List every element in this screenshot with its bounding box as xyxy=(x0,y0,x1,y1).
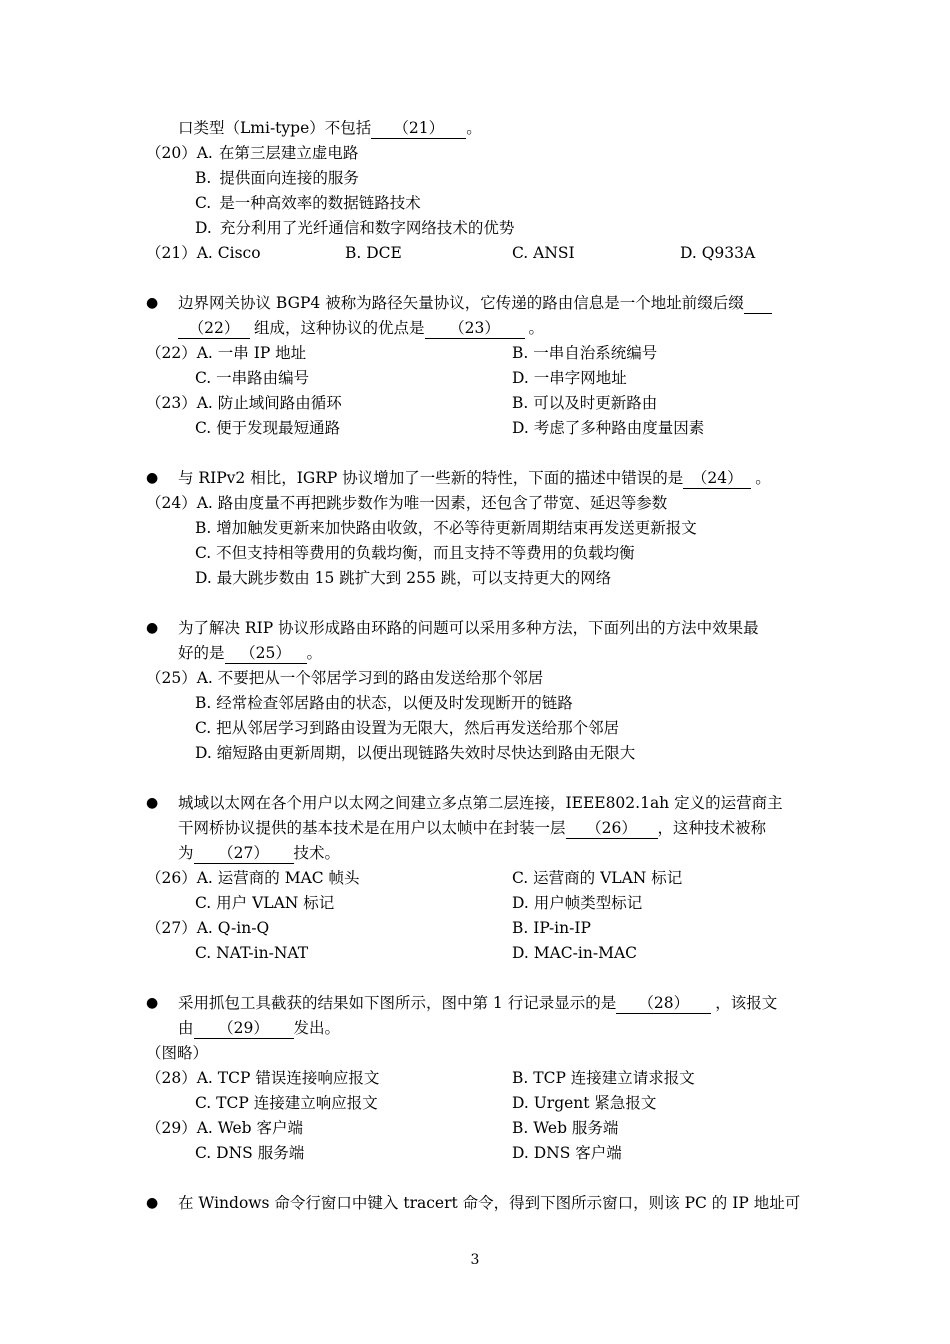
option-line: （22）A. 一串 IP 地址 xyxy=(146,344,307,362)
option-line xyxy=(146,141,358,166)
option-line: C. 用户 VLAN 标记 xyxy=(195,894,335,912)
question-text-part: 。 xyxy=(528,319,545,337)
option-line: D. DNS 客户端 xyxy=(512,1144,622,1162)
question-text xyxy=(178,641,322,666)
option-line: B. TCP 连接建立请求报文 xyxy=(512,1069,695,1087)
question-text-part: 。 xyxy=(306,644,323,662)
question-text xyxy=(178,816,766,841)
option-line xyxy=(195,166,359,191)
option-line: C. 运营商的 VLAN 标记 xyxy=(512,869,683,887)
option-label: C. xyxy=(195,194,212,212)
option-text: 是一种高效率的数据链路技术 xyxy=(219,194,421,212)
option-line xyxy=(195,191,421,216)
question-text-part: 采用抓包工具截获的结果如下图所示，图中第 1 行记录显示的是 xyxy=(178,994,617,1012)
option-line: （27）A. Q-in-Q xyxy=(146,919,270,937)
question-text: 在 Windows 命令行窗口中键入 tracert 命令，得到下图所示窗口，则该 PC 的 IP 地址可 xyxy=(178,1194,801,1212)
question-text xyxy=(178,316,544,341)
answer-blank: （23） xyxy=(425,318,525,339)
option-line: B. 可以及时更新路由 xyxy=(512,394,658,412)
question-text xyxy=(178,841,340,866)
question-text-part: 组成，这种协议的优点是 xyxy=(254,319,425,337)
bullet-icon: ● xyxy=(146,995,159,1011)
answer-blank: （28） xyxy=(616,993,711,1014)
option-label: B. xyxy=(195,169,212,187)
question-text-part: 边界网关协议 BGP4 被称为路径矢量协议，它传递的路由信息是一个地址前缀后缀 xyxy=(178,294,744,312)
answer-blank: （21） xyxy=(371,118,466,139)
question-text: 为了解决 RIP 协议形成路由环路的问题可以采用多种方法，下面列出的方法中效果最 xyxy=(178,619,759,637)
option-line: D. 一串字网地址 xyxy=(512,369,627,387)
answer-blank: （29） xyxy=(194,1018,294,1039)
option-line: C. 便于发现最短通路 xyxy=(195,419,341,437)
option-line: （29）A. Web 客户端 xyxy=(146,1119,303,1137)
option-line: D. MAC-in-MAC xyxy=(512,944,637,962)
answer-blank: （26） xyxy=(566,818,658,839)
option-line: C. 把从邻居学习到路由设置为无限大，然后再发送给那个邻居 xyxy=(195,719,620,737)
question-text-part: 。 xyxy=(755,469,771,487)
option-line: B. IP-in-IP xyxy=(512,919,591,937)
answer-blank-start xyxy=(744,293,772,314)
option-label: （20）A. xyxy=(146,144,213,162)
question-text xyxy=(178,116,482,141)
option-line: C. DNS 服务端 xyxy=(195,1144,305,1162)
bullet-icon: ● xyxy=(146,470,159,486)
question-text xyxy=(178,991,777,1016)
option-line: （23）A. 防止域间路由循环 xyxy=(146,394,342,412)
option-line: D. 用户帧类型标记 xyxy=(512,894,643,912)
question-text-part: 干网桥协议提供的基本技术是在用户以太帧中在封装一层 xyxy=(178,819,566,837)
question-text xyxy=(178,291,772,316)
option-line: B. 一串自治系统编号 xyxy=(512,344,658,362)
option-line xyxy=(195,216,514,241)
question-text-part: 发出。 xyxy=(293,1019,341,1037)
question-text xyxy=(178,1016,340,1041)
option-line: B. DCE xyxy=(345,244,402,262)
option-line: C. NAT-in-NAT xyxy=(195,944,309,962)
option-text: 在第三层建立虚电路 xyxy=(218,144,359,162)
answer-blank: （27） xyxy=(194,843,294,864)
option-line: C. 不但支持相等费用的负载均衡，而且支持不等费用的负载均衡 xyxy=(195,544,635,562)
option-line: D. Urgent 紧急报文 xyxy=(512,1094,657,1112)
question-text xyxy=(178,466,771,491)
bullet-icon: ● xyxy=(146,1195,159,1211)
question-text: 城域以太网在各个用户以太网之间建立多点第二层连接，IEEE802.1ah 定义的运营商主 xyxy=(178,794,783,812)
bullet-icon: ● xyxy=(146,620,159,636)
question-text-part: 口类型（Lmi-type）不包括 xyxy=(178,119,372,137)
question-text-part: ，该报文 xyxy=(715,994,778,1012)
answer-blank: （24） xyxy=(683,468,751,489)
page-number: 3 xyxy=(470,1252,480,1268)
option-line: C. 一串路由编号 xyxy=(195,369,310,387)
option-text: 提供面向连接的服务 xyxy=(219,169,359,187)
option-label: D. xyxy=(195,219,212,237)
answer-blank: （22） xyxy=(178,318,250,339)
option-line: B. Web 服务端 xyxy=(512,1119,619,1137)
option-line: （28）A. TCP 错误连接响应报文 xyxy=(146,1069,380,1087)
option-line: B. 增加触发更新来加快路由收敛，不必等待更新周期结束再发送更新报文 xyxy=(195,519,697,537)
option-line: D. 缩短路由更新周期，以便出现链路失效时尽快达到路由无限大 xyxy=(195,744,636,762)
option-line: （24）A. 路由度量不再把跳步数作为唯一因素，还包含了带宽、延迟等参数 xyxy=(146,494,668,512)
option-line: C. ANSI xyxy=(512,244,575,262)
figure-omitted-note: （图略） xyxy=(146,1044,209,1062)
bullet-icon: ● xyxy=(146,295,159,311)
option-line: C. TCP 连接建立响应报文 xyxy=(195,1094,378,1112)
question-text-part: 为 xyxy=(178,844,194,862)
question-text-part: ，这种技术被称 xyxy=(657,819,767,837)
option-line: B. 经常检查邻居路由的状态，以便及时发现断开的链路 xyxy=(195,694,573,712)
option-line: （21）A. Cisco xyxy=(146,244,261,262)
answer-blank: （25） xyxy=(225,643,307,664)
option-line: （25）A. 不要把从一个邻居学习到的路由发送给那个邻居 xyxy=(146,669,544,687)
question-text-part: 技术。 xyxy=(293,844,341,862)
question-text-part: 与 RIPv2 相比，IGRP 协议增加了一些新的特性，下面的描述中错误的是 xyxy=(178,469,684,487)
bullet-icon: ● xyxy=(146,795,159,811)
option-line: D. 最大跳步数由 15 跳扩大到 255 跳，可以支持更大的网络 xyxy=(195,569,612,587)
question-text-part: 由 xyxy=(178,1019,194,1037)
option-line: （26）A. 运营商的 MAC 帧头 xyxy=(146,869,360,887)
option-line: D. 考虑了多种路由度量因素 xyxy=(512,419,705,437)
option-text: 充分利用了光纤通信和数字网络技术的优势 xyxy=(219,219,515,237)
option-line: D. Q933A xyxy=(680,244,756,262)
question-text-part: 。 xyxy=(466,119,482,137)
question-text-part: 好的是 xyxy=(178,644,225,662)
